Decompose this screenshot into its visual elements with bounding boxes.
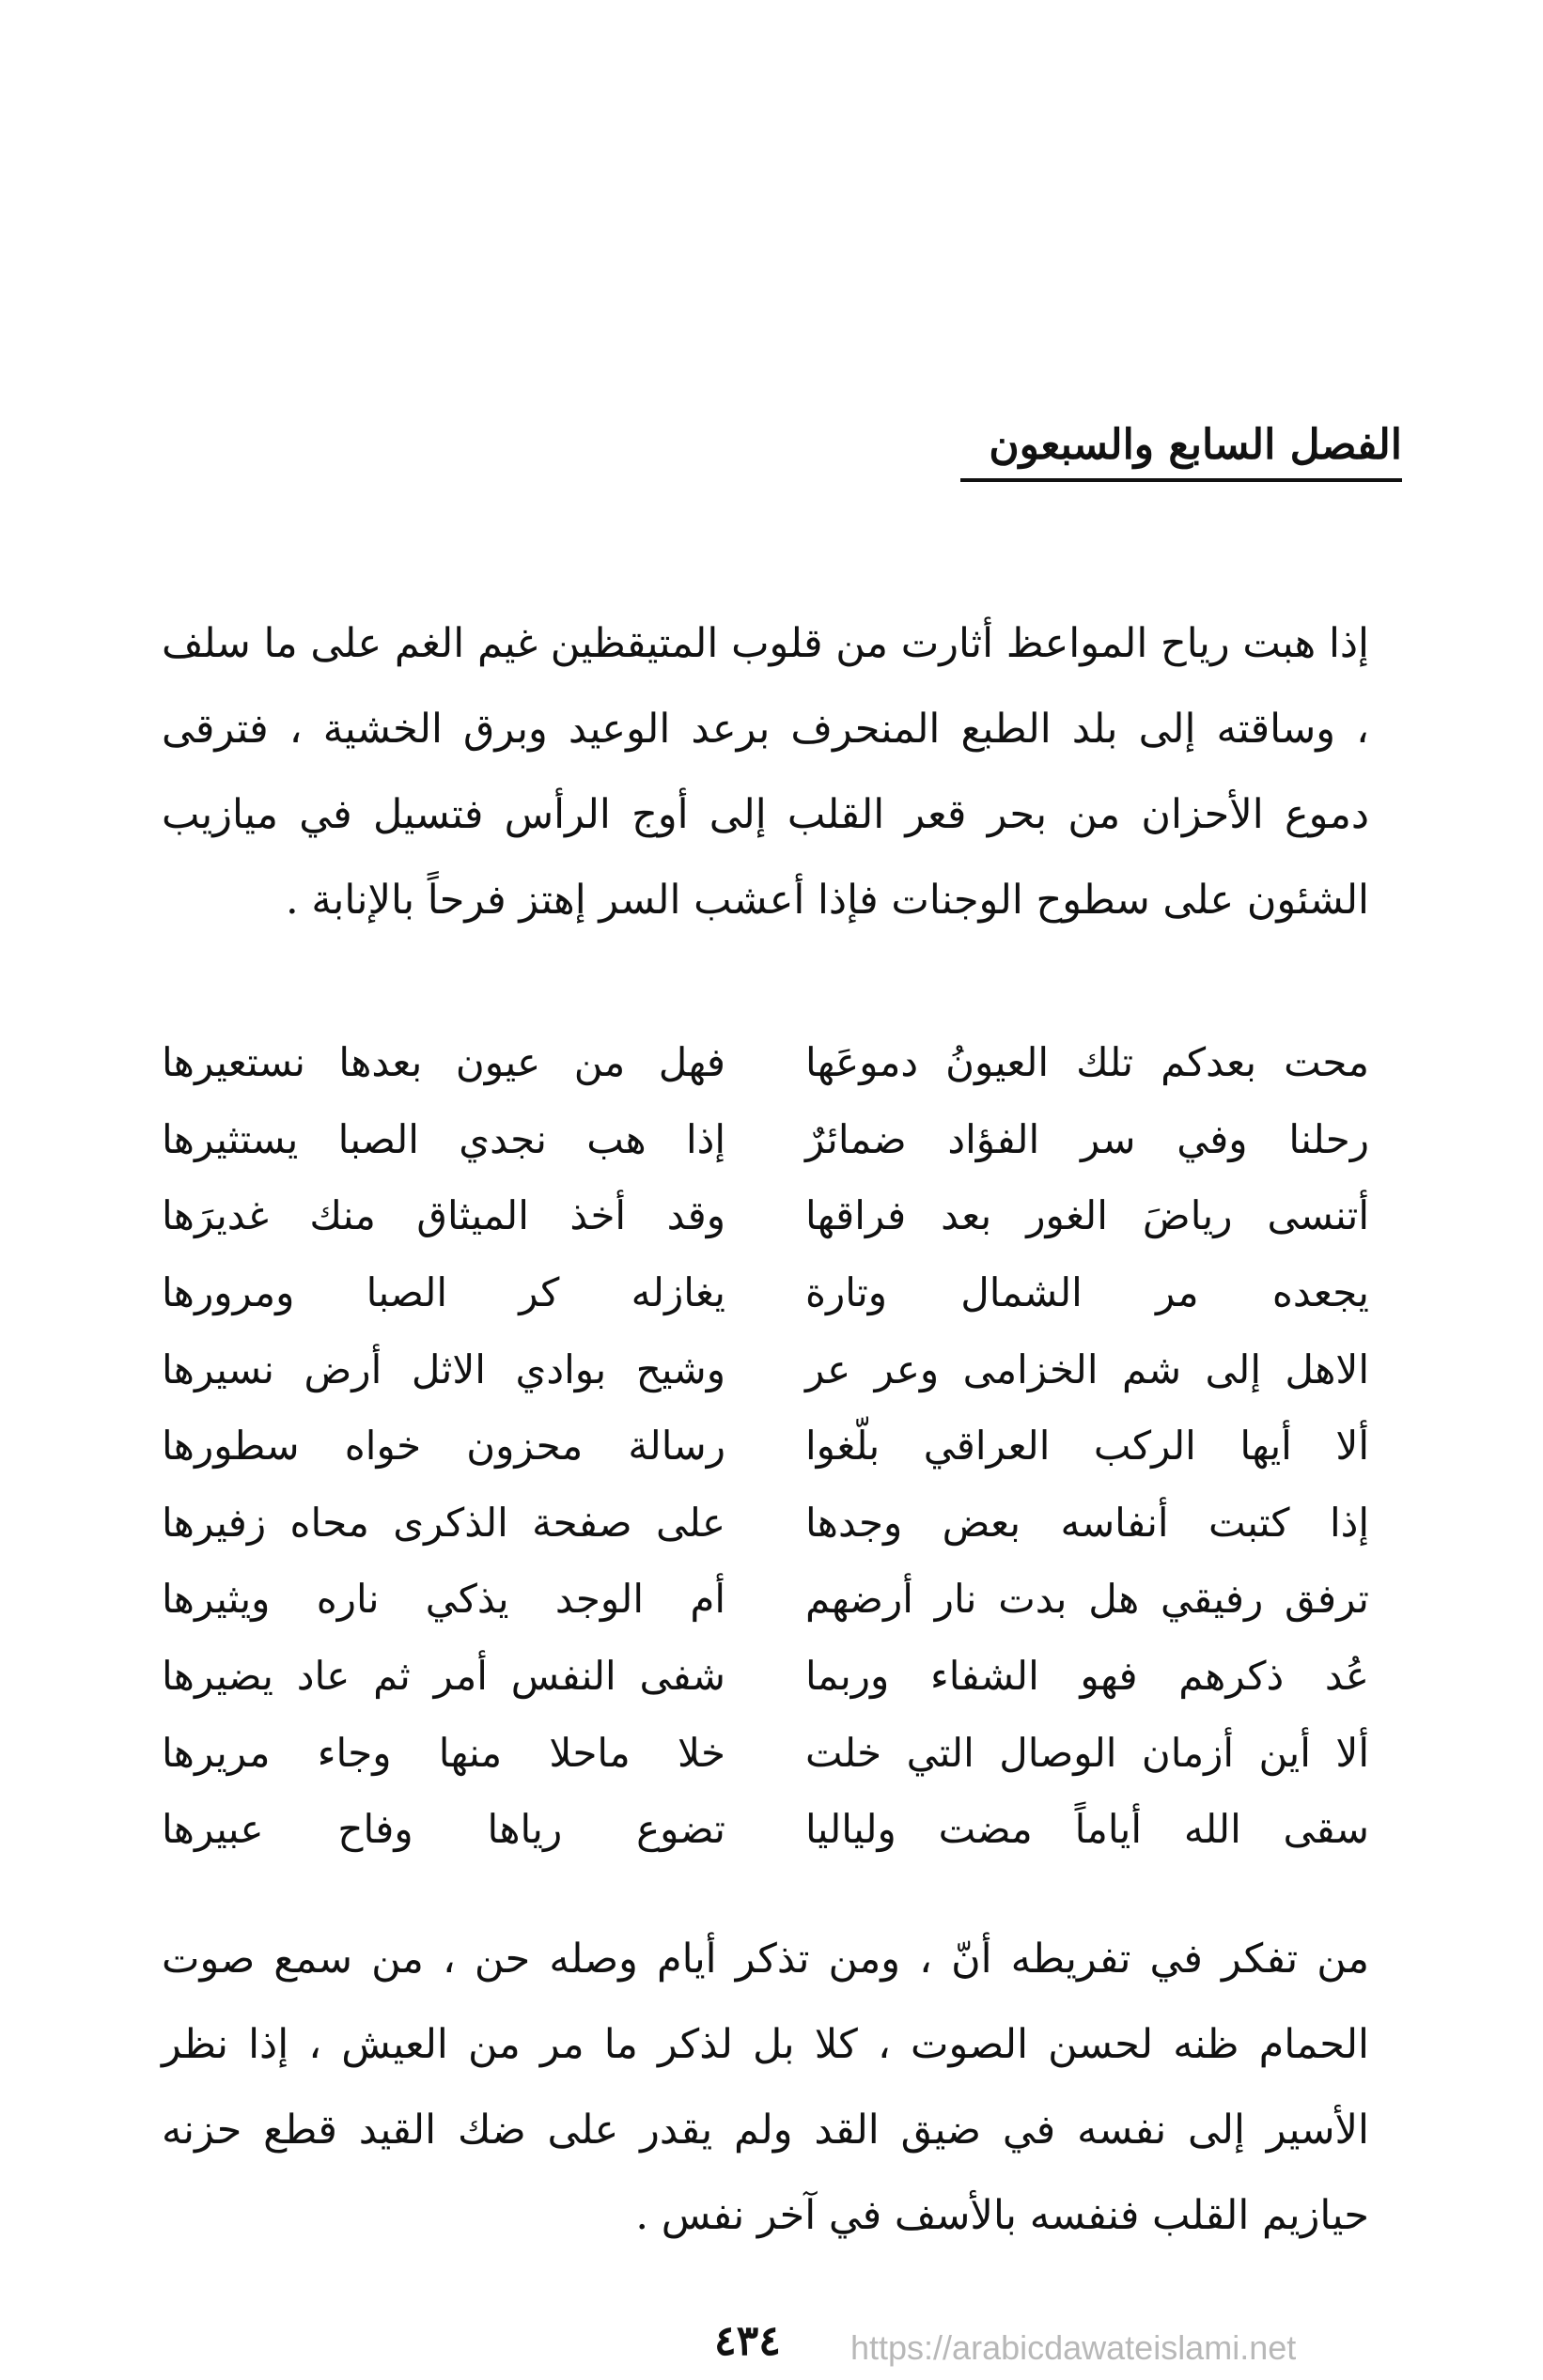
page-number: ٤٣٤	[714, 2317, 781, 2365]
poem-verse	[162, 1485, 1369, 1562]
verse-second-hemistich: شفى النفس أمر ثم عاد يضيرها	[162, 1653, 725, 1700]
opening-paragraph: إذا هبت رياح المواعظ أثارت من قلوب المتيقظين غيم الغم على ما سلف ، وساقته إلى بلد الطبع المنحرف برعد الوعيد وبرق الخشية ، فترقى دموع الأحزان من بحر قعر القلب إلى أوج الرأس فتسيل في ميازيب الشئون على سطوح الوجنات فإذا أعشب السر إهتز فرحاً بالإنابة .	[162, 620, 1369, 924]
verse-second-hemistich: فهل من عيون بعدها نستعيرها	[162, 1039, 725, 1086]
poem-verse	[162, 1101, 1369, 1178]
verse-second-hemistich: إذا هب نجدي الصبا يستثيرها	[162, 1115, 725, 1162]
verse-first-hemistich: محت بعدكم تلك العيونُ دموعَها	[805, 1039, 1369, 1086]
verse-second-hemistich: خلا ماحلا منها وجاء مريرها	[162, 1729, 725, 1776]
poem-verse	[162, 1561, 1369, 1638]
verse-second-hemistich: وشيح بوادي الاثل أرض نسيرها	[162, 1346, 725, 1392]
verse-first-hemistich: ألا أيها الركب العراقي بلّغوا	[805, 1423, 1369, 1470]
poem-verse	[162, 1408, 1369, 1485]
poem-verse	[162, 1177, 1369, 1254]
verse-second-hemistich: تضوع رياها وفاح عبيرها	[162, 1806, 725, 1853]
poem	[162, 1024, 1369, 1868]
verse-first-hemistich: يجعده مر الشمال وتارة	[805, 1269, 1369, 1316]
verse-first-hemistich: الاهل إلى شم الخزامى وعر عر	[805, 1346, 1369, 1392]
verse-first-hemistich: عُد ذكرهم فهو الشفاء وربما	[805, 1653, 1369, 1700]
verse-second-hemistich: أم الوجد يذكي ناره ويثيرها	[162, 1576, 725, 1623]
poem-verse	[162, 1714, 1369, 1791]
verse-second-hemistich: يغازله كر الصبا ومرورها	[162, 1269, 725, 1316]
closing-paragraph: من تفكر في تفريطه أنّ ، ومن تذكر أيام وصله حن ، من سمع صوت الحمام ظنه لحسن الصوت ، كلا بل لذكر ما مر من العيش ، إذا نظر الأسير إلى نفسه في ضيق القد ولم يقدر على ضك القيد قطع حزنه حيازيم القلب فنفسه بالأسف في آخر نفس .	[162, 1936, 1369, 2239]
verse-second-hemistich: وقد أخذ الميثاق منك غديرَها	[162, 1192, 725, 1239]
poem-verse	[162, 1024, 1369, 1101]
verse-first-hemistich: ألا أين أزمان الوصال التي خلت	[805, 1729, 1369, 1776]
verse-first-hemistich: رحلنا وفي سر الفؤاد ضمائرٌ	[805, 1115, 1369, 1162]
verse-first-hemistich: سقى الله أياماً مضت ولياليا	[805, 1806, 1369, 1853]
verse-second-hemistich: رسالة محزون خواه سطورها	[162, 1423, 725, 1470]
chapter-title: الفصل السابع والسبعون	[960, 421, 1402, 482]
poem-verse	[162, 1330, 1369, 1408]
verse-first-hemistich: أتنسى رياضَ الغور بعد فراقها	[805, 1192, 1369, 1239]
verse-first-hemistich: ترفق رفيقي هل بدت نار أرضهم	[805, 1576, 1369, 1623]
verse-first-hemistich: إذا كتبت أنفاسه بعض وجدها	[805, 1499, 1369, 1546]
poem-verse	[162, 1254, 1369, 1331]
poem-verse	[162, 1791, 1369, 1868]
poem-verse	[162, 1638, 1369, 1715]
verse-second-hemistich: على صفحة الذكرى محاه زفيرها	[162, 1499, 725, 1546]
watermark-url: https://arabicdawateislami.net	[850, 2328, 1297, 2367]
